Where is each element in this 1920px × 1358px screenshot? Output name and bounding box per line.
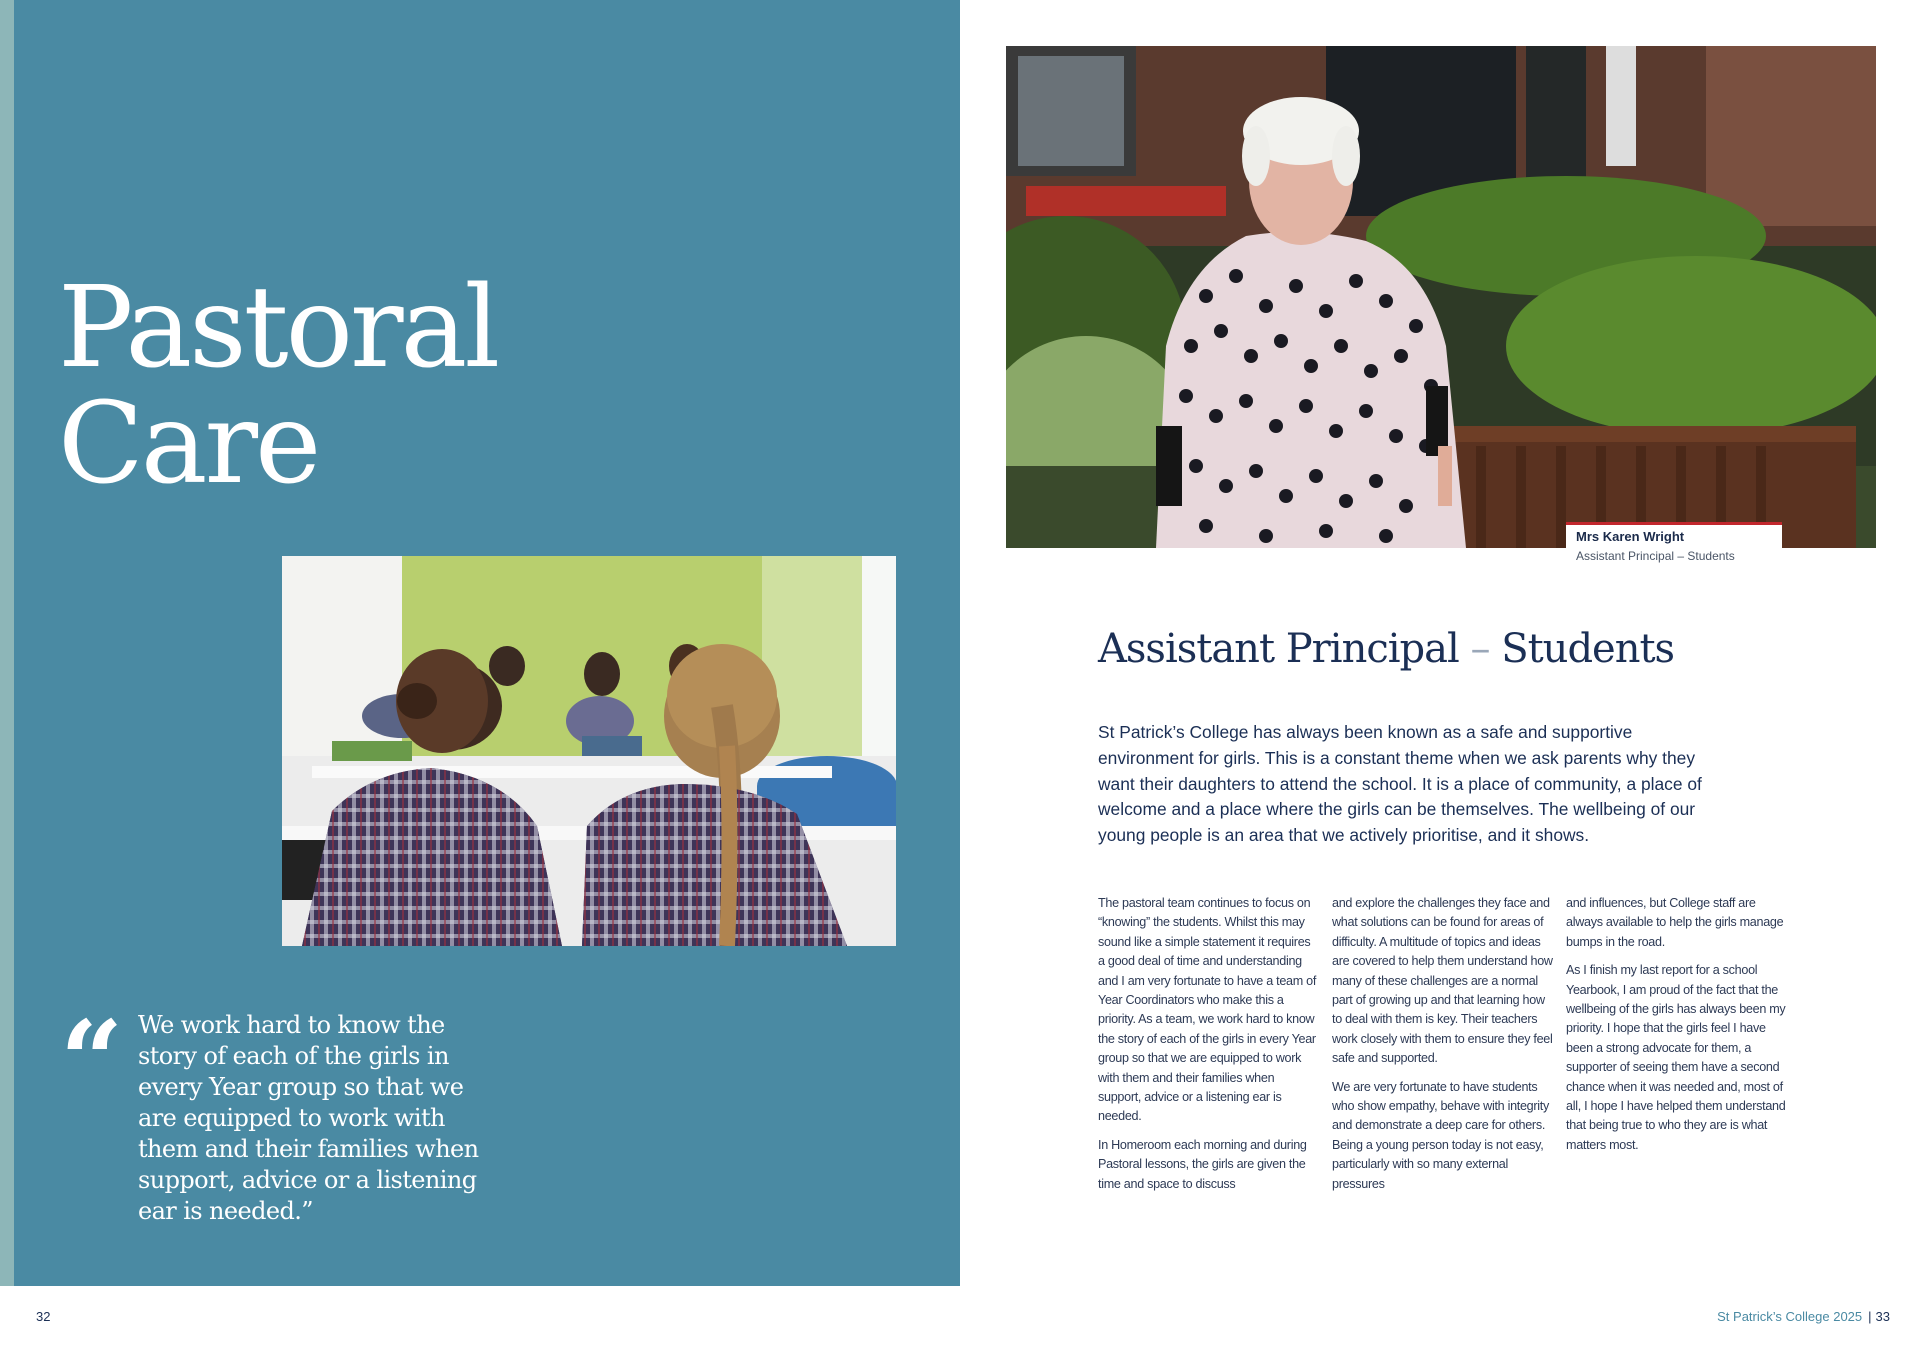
section-heading-part-2: Students <box>1501 626 1675 672</box>
body-paragraph: We are very fortunate to have students who show empathy, behave with integrity and demonstrate a deep care for others. Being a young person today is not easy, particularly with so many external pressures <box>1332 1079 1549 1191</box>
right-page-number: 33 <box>1875 1309 1890 1324</box>
left-page-number: 32 <box>36 1309 51 1324</box>
body-column-1 <box>1098 894 1320 1203</box>
body-paragraph: and influences, but College staff are always available to help the girls manage bumps in the road. <box>1566 896 1784 949</box>
page-title <box>58 263 498 509</box>
caption-role: Assistant Principal – Students <box>1576 549 1735 563</box>
body-paragraph: In Homeroom each morning and during Pastoral lessons, the girls are given the time and space to discuss <box>1098 1137 1307 1191</box>
body-paragraph: The pastoral team continues to focus on “knowing” the students. Whilst this may sound like a simple statement it requires a good deal of time and understanding and I am very fortunate to have a team of Year Coordinators who make this a priority. As a team, we work hard to know the story of each of the girls in every Year group so that we are equipped to work with them and their families when support, advice or a listening ear is needed. <box>1098 896 1317 1124</box>
footer-separator: | <box>1868 1309 1872 1324</box>
section-heading <box>1098 624 1674 674</box>
section-heading-dash: – <box>1470 626 1490 672</box>
body-column-3 <box>1566 894 1788 1164</box>
intro-paragraph: St Patrick’s College has always been known as a safe and supportive environment for girls. This is a constant theme when we ask parents why they want their daughters to attend the school. It is a place of community, a place of welcome and a place where the girls can be themselves. The wellbeing of our young people is an area that we actively prioritise, and it shows. <box>1098 722 1702 846</box>
body-paragraph: As I finish my last report for a school Yearbook, I am proud of the fact that the wellbeing of the girls has always been my priority. I hope that the girls feel I have been a strong advocate for them, a supporter of seeing them have a second chance when it was needed and, most of all, I hope I have helped them understand that being true to who they are is what matters most. <box>1566 963 1786 1152</box>
caption-name: Mrs Karen Wright <box>1576 529 1685 544</box>
page-spine-strip <box>0 0 14 1286</box>
classroom-photo <box>282 556 896 946</box>
portrait-photo <box>1006 46 1876 548</box>
quote-mark-icon: “ <box>60 996 124 1125</box>
classroom-photo-image <box>282 556 896 946</box>
footer-publication-title: St Patrick’s College 2025 <box>1717 1309 1863 1324</box>
page-title-line-2: Care <box>58 379 319 509</box>
body-column-2 <box>1332 894 1554 1203</box>
section-heading-part-1: Assistant Principal <box>1098 626 1459 672</box>
body-paragraph: and explore the challenges they face and what solutions can be found for areas of difficulty. A multitude of topics and ideas are covered to help them understand how many of these challenges are a normal part of growing up and that learning how to deal with them is key. Their teachers work closely with them to ensure they feel safe and supported. <box>1332 896 1553 1066</box>
page-title-line-1: Pastoral <box>58 263 498 393</box>
pull-quote: We work hard to know the story of each of the girls in every Year group so that we are equipped to work with them and their families when support, advice or a listening ear is needed.” <box>138 1011 479 1225</box>
portrait-photo-image <box>1006 46 1876 548</box>
right-footer <box>1717 1309 1890 1324</box>
